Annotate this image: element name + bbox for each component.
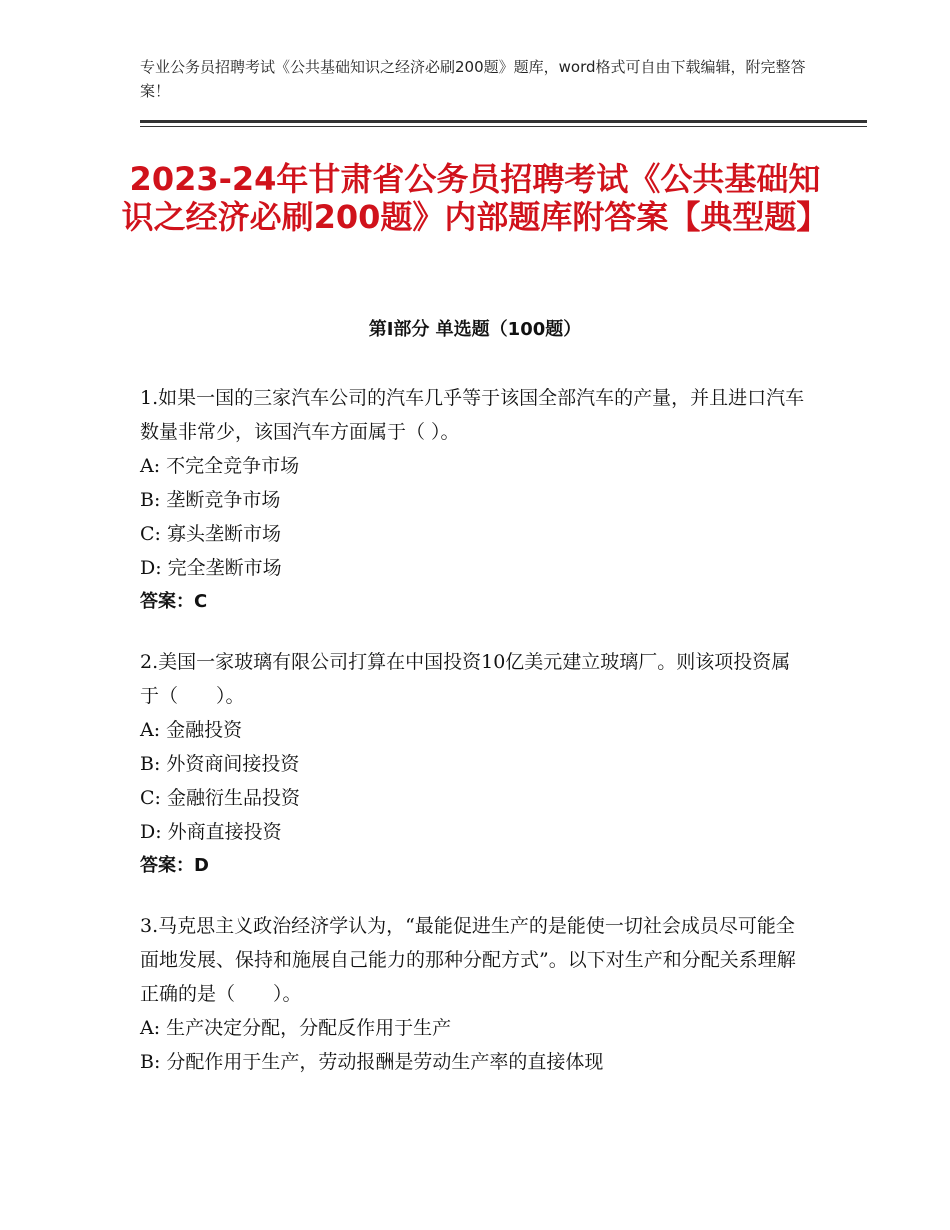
- question-stem: 1.如果一国的三家汽车公司的汽车几乎等于该国全部汽车的产量，并且进口汽车数量非常少，该国汽车方面属于（ ）。: [140, 387, 805, 443]
- header-rule-thin: [140, 126, 867, 127]
- answer-text: 答案：D: [140, 855, 209, 876]
- question-stem: 3.马克思主义政治经济学认为，“最能促进生产的是能使一切社会成员尽可能全面地发展、保持和施展自己能力的那种分配方式”。以下对生产和分配关系理解正确的是（ ）。: [140, 915, 796, 1005]
- answer-text: 答案：C: [140, 591, 208, 612]
- option-b: B: 分配作用于生产，劳动报酬是劳动生产率的直接体现: [140, 1051, 604, 1073]
- section-title: 第Ⅰ部分 单选题（100题）: [368, 319, 582, 340]
- question-list: [140, 381, 805, 1105]
- question-stem: 2.美国一家玻璃有限公司打算在中国投资10亿美元建立玻璃厂。则该项投资属于（ ）。: [140, 651, 791, 707]
- document-title: 2023-24年甘肃省公务员招聘考试《公共基础知识之经济必刷200题》内部题库附答案【典型题】: [121, 160, 829, 236]
- question-2: [140, 645, 805, 883]
- header-note: 专业公务员招聘考试《公共基础知识之经济必刷200题》题库，word格式可自由下载编辑，附完整答案！: [140, 58, 806, 100]
- option-a: A: 金融投资: [140, 719, 243, 741]
- question-3: [140, 909, 805, 1079]
- option-a: A: 生产决定分配，分配反作用于生产: [140, 1017, 452, 1039]
- option-b: B: 垄断竞争市场: [140, 489, 281, 511]
- option-c: C: 寡头垄断市场: [140, 523, 281, 545]
- option-d: D: 完全垄断市场: [140, 557, 282, 579]
- option-b: B: 外资商间接投资: [140, 753, 300, 775]
- option-d: D: 外商直接投资: [140, 821, 282, 843]
- option-c: C: 金融衍生品投资: [140, 787, 300, 809]
- header-rule-thick: [140, 120, 867, 123]
- option-a: A: 不完全竞争市场: [140, 455, 300, 477]
- question-1: [140, 381, 805, 619]
